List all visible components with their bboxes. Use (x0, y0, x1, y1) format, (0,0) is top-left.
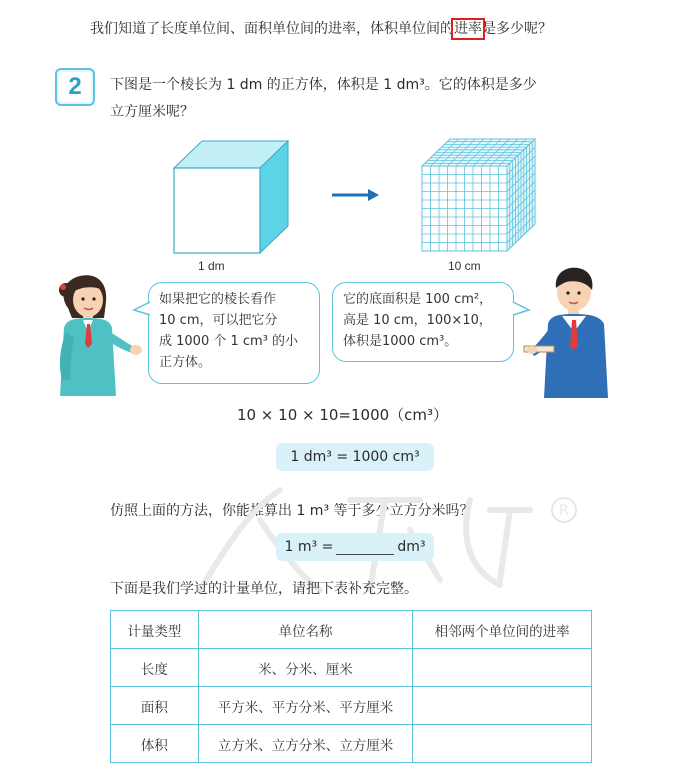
answer-blank[interactable] (336, 540, 394, 555)
boy-bubble-line-2: 高是 10 cm，100×10， (343, 313, 492, 328)
header-unit-names: 单位名称 (198, 611, 413, 649)
girl-speech-bubble (148, 282, 320, 384)
row-rate-cell[interactable] (413, 649, 592, 687)
grid-cube-lines (422, 139, 535, 251)
row-units-cell: 平方米、平方分米、平方厘米 (198, 687, 413, 725)
table-intro-text: 下面是我们学过的计量单位，请把下表补充完整。 (110, 581, 418, 597)
table-row (111, 725, 592, 763)
boy-speech-bubble (332, 282, 514, 362)
result-box: 1 dm³ = 1000 cm³ (276, 443, 434, 471)
row-units-cell: 米、分米、厘米 (198, 649, 413, 687)
table-header-row (111, 611, 592, 649)
volume-formula: 10 × 10 × 10=1000（cm³） (236, 406, 449, 424)
fill-in-left: 1 m³ = (284, 539, 334, 555)
intro-text-end: 是多少呢？ (482, 21, 552, 37)
fill-in-right: dm³ (397, 539, 426, 555)
right-arrow-icon (330, 188, 380, 202)
highlighted-word: 进率 (454, 21, 482, 37)
row-type-cell: 长度 (111, 649, 199, 687)
intro-sentence (90, 18, 552, 40)
header-conversion-rate: 相邻两个单位间的进率 (413, 611, 592, 649)
question-text: 仿照上面的方法，你能推算出 1 m³ 等于多少立方分米吗？ (110, 503, 474, 519)
table-row (111, 687, 592, 725)
girl-bubble-line-2: 10 cm，可以把它分 (159, 313, 278, 328)
girl-bubble-line-1: 如果把它的棱长看作 (159, 292, 277, 307)
boy-bubble-line-1: 它的底面积是 100 cm²， (343, 292, 493, 307)
table-row (111, 649, 592, 687)
girl-bubble-line-3: 成 1000 个 1 cm³ 的小 (159, 334, 299, 349)
boy-illustration (522, 262, 618, 398)
girl-bubble-tail (132, 300, 152, 318)
fill-in-box (276, 533, 434, 561)
left-cube-caption: 1 dm (198, 259, 225, 273)
girl-illustration (50, 268, 142, 396)
girl-bubble-line-4: 正方体。 (159, 355, 212, 370)
row-units-cell: 立方米、立方分米、立方厘米 (198, 725, 413, 763)
problem-number-badge: 2 (55, 68, 95, 106)
row-rate-cell[interactable] (413, 725, 592, 763)
cube-front-face (174, 168, 260, 253)
row-rate-cell[interactable] (413, 687, 592, 725)
row-type-cell: 体积 (111, 725, 199, 763)
header-type: 计量类型 (111, 611, 199, 649)
grid-cube-figure (418, 136, 542, 258)
problem-text-line-1: 下图是一个棱长为 1 dm 的正方体，体积是 1 dm³。它的体积是多少 (110, 77, 537, 93)
row-type-cell: 面积 (111, 687, 199, 725)
measurement-units-table (110, 610, 592, 763)
right-cube-caption: 10 cm (448, 259, 481, 273)
solid-cube-figure (170, 138, 300, 258)
boy-bubble-line-3: 体积是1000 cm³。 (343, 334, 458, 349)
problem-text-line-2: 立方厘米呢？ (110, 104, 194, 120)
intro-text: 我们知道了长度单位间、面积单位间的进率，体积单位间的 (90, 21, 454, 37)
svg-text:R: R (559, 503, 569, 519)
